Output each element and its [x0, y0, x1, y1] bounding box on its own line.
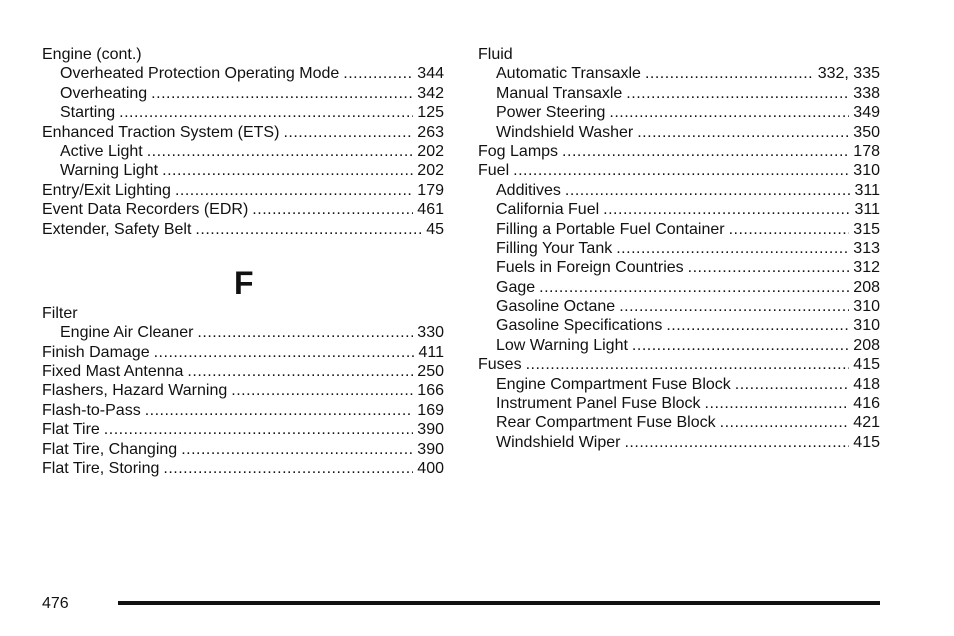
index-entry	[42, 200, 444, 219]
index-entry-page: 208	[853, 278, 880, 296]
index-entry-text: Filter	[42, 304, 78, 322]
dot-leader	[197, 323, 413, 342]
index-entry-text: Gage	[496, 278, 536, 296]
index-entry-text: Windshield Washer	[496, 123, 634, 141]
index-entry	[42, 181, 444, 200]
index-entry	[478, 45, 880, 64]
index-entry-page: 169	[417, 401, 444, 419]
index-entry-page: 390	[417, 440, 444, 458]
dot-leader	[632, 336, 849, 355]
dot-leader	[151, 84, 413, 103]
dot-leader	[616, 239, 849, 258]
index-entry	[478, 142, 880, 161]
index-entry-text: Event Data Recorders (EDR)	[42, 201, 249, 219]
index-entry	[42, 45, 444, 64]
index-entry-text: Filling Your Tank	[496, 239, 613, 257]
index-entry-page: 350	[853, 123, 880, 141]
index-entry	[478, 394, 880, 413]
index-entry-text: Fuel	[478, 162, 510, 180]
index-entry-page: 125	[417, 104, 444, 122]
index-entry	[478, 336, 880, 355]
index-entry-text: Gasoline Specifications	[496, 317, 663, 335]
dot-leader	[645, 64, 814, 83]
page-number: 476	[42, 595, 69, 612]
index-entry-text: Flash-to-Pass	[42, 401, 141, 419]
index-entry-text: Overheated Protection Operating Mode	[60, 65, 340, 83]
dot-leader	[688, 258, 850, 277]
dot-leader	[231, 381, 413, 400]
index-entry	[42, 420, 444, 439]
index-column-left	[42, 45, 444, 478]
dot-leader	[195, 220, 422, 239]
index-entry	[42, 64, 444, 83]
index-entry-page: 202	[417, 142, 444, 160]
index-entry	[478, 278, 880, 297]
index-entry-page: 411	[418, 343, 444, 361]
index-entry-page: 344	[417, 65, 444, 83]
index-entry-text: Power Steering	[496, 104, 606, 122]
index-entry-page: 250	[417, 363, 444, 381]
index-entry-page: 400	[417, 460, 444, 478]
index-group-e	[42, 45, 444, 239]
index-entry	[478, 258, 880, 277]
dot-leader	[175, 181, 413, 200]
index-entry-text: Extender, Safety Belt	[42, 220, 192, 238]
dot-leader	[735, 375, 850, 394]
dot-leader	[163, 459, 413, 478]
index-column-right	[478, 45, 880, 452]
dot-leader	[513, 161, 849, 180]
index-entry-text: Flat Tire, Storing	[42, 460, 160, 478]
index-entry-page: 421	[853, 414, 880, 432]
dot-leader	[539, 278, 849, 297]
index-entry	[478, 413, 880, 432]
dot-leader	[283, 123, 413, 142]
index-entry-page: 263	[417, 123, 444, 141]
index-entry-text: Fuses	[478, 356, 522, 374]
dot-leader	[626, 84, 849, 103]
index-entry	[478, 355, 880, 374]
index-entry	[478, 64, 880, 83]
index-entry	[478, 161, 880, 180]
index-entry-page: 311	[854, 201, 880, 219]
index-entry-text: Active Light	[60, 142, 143, 160]
index-entry	[42, 304, 444, 323]
index-entry-page: 415	[853, 356, 880, 374]
dot-leader	[705, 394, 850, 413]
index-entry-text: Instrument Panel Fuse Block	[496, 395, 701, 413]
dot-leader	[729, 220, 850, 239]
dot-leader	[526, 355, 850, 374]
index-entry-page: 338	[853, 84, 880, 102]
dot-leader	[119, 103, 413, 122]
index-entry-text: Starting	[60, 104, 116, 122]
index-entry	[42, 161, 444, 180]
dot-leader	[147, 142, 414, 161]
dot-leader	[603, 200, 850, 219]
index-entry-text: Fuels in Foreign Countries	[496, 259, 684, 277]
index-entry	[478, 181, 880, 200]
index-entry-page: 415	[853, 433, 880, 451]
dot-leader	[720, 413, 850, 432]
index-entry-text: Finish Damage	[42, 343, 150, 361]
index-entry-text: Fluid	[478, 46, 513, 63]
index-entry-text: Flat Tire, Changing	[42, 440, 178, 458]
index-entry-text: Automatic Transaxle	[496, 65, 641, 83]
index-entry	[478, 316, 880, 335]
index-entry-page: 178	[853, 142, 880, 160]
index-entry-page: 310	[853, 317, 880, 335]
index-entry	[478, 123, 880, 142]
dot-leader	[666, 316, 849, 335]
index-entry	[42, 362, 444, 381]
index-entry-text: Windshield Wiper	[496, 433, 621, 451]
dot-leader	[637, 123, 849, 142]
index-entry	[42, 84, 444, 103]
index-entry	[42, 440, 444, 459]
index-entry-text: Manual Transaxle	[496, 84, 623, 102]
dot-leader	[145, 401, 414, 420]
index-entry-text: Low Warning Light	[496, 336, 628, 354]
index-entry-page: 45	[426, 220, 444, 238]
index-entry-page: 342	[417, 84, 444, 102]
index-entry-page: 315	[853, 220, 880, 238]
index-entry	[478, 84, 880, 103]
dot-leader	[343, 64, 413, 83]
section-letter-f: F	[234, 264, 254, 301]
index-entry-page: 311	[854, 181, 880, 199]
index-entry-page: 330	[417, 324, 444, 342]
index-entry-text: Overheating	[60, 84, 148, 102]
index-entry-page: 310	[853, 298, 880, 316]
dot-leader	[565, 181, 851, 200]
index-entry	[42, 220, 444, 239]
index-entry-page: 312	[853, 259, 880, 277]
index-entry	[42, 459, 444, 478]
index-entry-page: 461	[417, 201, 444, 219]
index-entry	[478, 220, 880, 239]
index-entry-text: Gasoline Octane	[496, 298, 616, 316]
dot-leader	[181, 440, 413, 459]
index-entry-page: 208	[853, 336, 880, 354]
index-entry-page: 390	[417, 421, 444, 439]
index-entry-page: 166	[417, 382, 444, 400]
index-entry-page: 332, 335	[817, 65, 880, 83]
index-entry	[42, 401, 444, 420]
index-group-f	[42, 304, 444, 479]
index-entry	[42, 142, 444, 161]
index-entry-text: Engine (cont.)	[42, 46, 142, 63]
index-group-right	[478, 45, 880, 452]
index-entry-page: 416	[853, 395, 880, 413]
index-entry-text: Flat Tire	[42, 421, 100, 439]
index-entry-text: Filling a Portable Fuel Container	[496, 220, 725, 238]
index-entry	[42, 381, 444, 400]
index-entry	[478, 433, 880, 452]
index-entry-text: Fog Lamps	[478, 142, 559, 160]
index-entry	[478, 103, 880, 122]
index-entry-text: Entry/Exit Lighting	[42, 181, 171, 199]
index-entry	[42, 103, 444, 122]
index-entry	[478, 297, 880, 316]
dot-leader	[609, 103, 849, 122]
dot-leader	[104, 420, 414, 439]
index-entry-page: 179	[417, 181, 444, 199]
index-entry-text: Additives	[496, 181, 561, 199]
dot-leader	[252, 200, 413, 219]
dot-leader	[154, 343, 415, 362]
dot-leader	[562, 142, 849, 161]
index-entry	[478, 239, 880, 258]
footer-rule	[118, 601, 880, 605]
index-entry-text: Warning Light	[60, 162, 159, 180]
index-entry	[478, 375, 880, 394]
index-entry	[42, 343, 444, 362]
dot-leader	[619, 297, 849, 316]
index-entry	[42, 323, 444, 342]
index-entry-page: 418	[853, 375, 880, 393]
index-entry-text: Flashers, Hazard Warning	[42, 382, 228, 400]
dot-leader	[624, 433, 849, 452]
index-entry-page: 202	[417, 162, 444, 180]
index-entry-page: 313	[853, 239, 880, 257]
index-entry	[42, 123, 444, 142]
index-entry-text: Engine Air Cleaner	[60, 324, 194, 342]
index-entry-text: Fixed Mast Antenna	[42, 363, 184, 381]
index-entry	[478, 200, 880, 219]
index-entry-text: Engine Compartment Fuse Block	[496, 375, 731, 393]
index-entry-text: California Fuel	[496, 201, 600, 219]
dot-leader	[162, 161, 413, 180]
index-entry-text: Rear Compartment Fuse Block	[496, 414, 716, 432]
index-entry-text: Enhanced Traction System (ETS)	[42, 123, 280, 141]
index-entry-page: 349	[853, 104, 880, 122]
dot-leader	[187, 362, 413, 381]
index-entry-page: 310	[853, 162, 880, 180]
